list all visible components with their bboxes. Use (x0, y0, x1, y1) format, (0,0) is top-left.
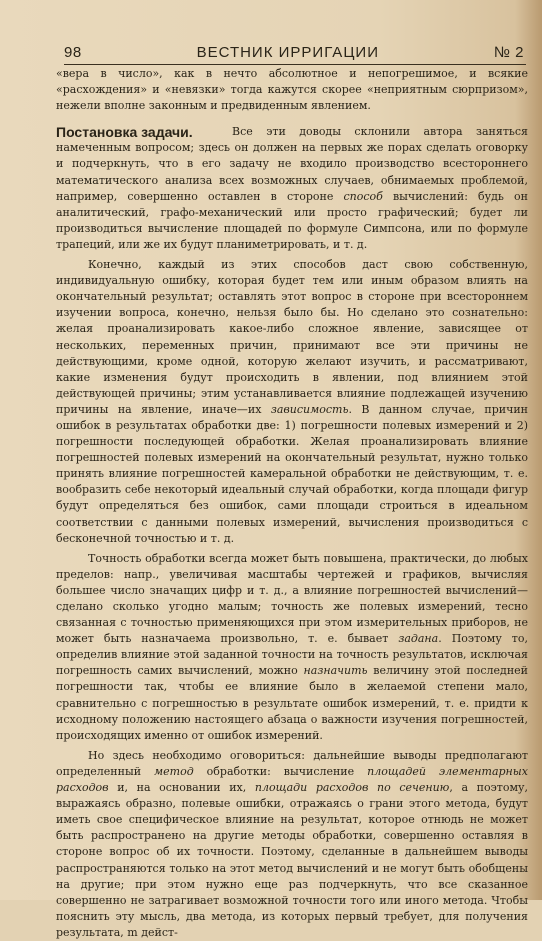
header-rule (64, 64, 526, 65)
paragraph-text: и, на основании их, (108, 781, 255, 795)
paragraph-text: величину этой последней погрешности так, чтобы ее влияние было в желаемой степени мало, сравнительно с погрешностью в результате ошибок измерений, т. е. придти к исходному положению настоящего абзаца о важности изучения погрешностей, происходящих именно от ошибок измерений. (56, 664, 528, 742)
page-header (64, 44, 524, 61)
paragraph-text: Конечно, каждый из этих способов даст свою собственную, индивидуальную ошибку, которая будет тем или иным образом влиять на окончательный результат; оставлять этот вопрос в стороне при всестороннем изучении вопроса, конечно, нельзя было бы. Но сделано это сознательно: желая проанализировать какое-либо сложное явление, зависящее от нескольких, переменных причин, принимают все эти причины не действующими, кроме одной, которую желают изучить, и рассматривают, какие изменения будут происходить в явлении, под влиянием этой действующей причины; этим устанавливается влияние подлежащей изучению причины на явление, иначе—их (56, 258, 528, 416)
emphasis-text: метод (154, 764, 194, 778)
emphasis-text: площади расходов по сечению (254, 781, 450, 795)
emphasis-text: назначить (303, 664, 368, 678)
issue-number: № 2 (493, 44, 524, 61)
emphasis-text: задана (398, 632, 439, 646)
journal-title: ВЕСТНИК ИРРИГАЦИИ (196, 44, 379, 61)
paragraph-text: «вера в число», как в нечто абсолютное и непогрешимое, и всякие «расхождения» и «невязки» тогда кажутся скорее «неприятным сюрпризом», нежели вполне законным и предвиденным явлением. (56, 67, 528, 113)
paragraph-text: Все эти доводы склонили автора заняться намеченным вопросом; здесь он должен на первых же порах сделать оговорку и подчеркнуть, что в его задачу не входило производство всестороннего математического анализа всех возможных случаев, обнимаемых проблемой, например, совершенно оставлен в стороне (56, 125, 528, 203)
paragraph-text: Точность обработки всегда может быть повышена, практически, до любых пределов: напр., увеличивая масштабы чертежей и графиков, вычисляя большее число значащих цифр и т. д., а влияние погрешностей вычислений—сделано сколько угодно малым; точность же полевых измерений, тесно связанная с точностью применяющихся при этом измерительных приборов, не может быть назначаема произвольно, т. е. бывает (56, 551, 528, 646)
emphasis-text: площадей элементарных расходов (56, 764, 528, 795)
paragraph-text: обработки: вычисление (193, 764, 368, 778)
page-number: 98 (64, 44, 82, 61)
paragraph-text: Но здесь необходимо оговориться: дальнейшие выводы предполагают определенный (56, 748, 528, 778)
paragraph-text: вычислений: будь он аналитический, графо-механический или просто графический; будет ли производиться вычисление площадей по формуле Симпсона, или по формуле трапеций, или же их будут планиметрировать, и т. д. (56, 189, 528, 251)
paragraph-text: , а поэтому, выражаясь образно, полевые ошибки, отражаясь о грани этого метода, будут иметь свое специфическое влияние на результат, которое отнюдь не может быть распространено на другие методы обработки, совершенно оставляя в стороне вопрос об их точности. Поэтому, сделанные в дальнейшем выводы распространяются только на этот метод вычислений и не могут быть обобщены на другие; при этом нужно еще раз подчеркнуть, что все сказанное совершенно не затрагивает возможной точности того или иного метода. Чтобы пояснить эту мысль, два метода, из которых первый требует, для получения результата, m дейст- (56, 781, 528, 939)
paragraph-intro (56, 66, 528, 114)
emphasis-text: способ (343, 189, 383, 203)
emphasis-text: зависимость (270, 402, 349, 416)
paragraph-text: . В данном случае, причин ошибок в результатах обработки две: 1) погрешности полевых измерений и 2) погрешности последующей обработки. Желая проанализировать влияние погрешностей полевых измерений на окончательный результат, нужно только принять влияние погрешностей камеральной обработки не действующим, т. е. вообразить себе некоторый идеальный случай обработки, когда площади фигур будут определяться без ошибок, сами площади строиться в идеальном соответствии с данными полевых измерений, вычисления производиться с бесконечной точностью и т. д. (56, 402, 529, 545)
paragraph-4 (56, 748, 528, 941)
article-body (56, 66, 528, 941)
section-heading: Постановка задачи. (56, 124, 193, 141)
paragraph-text: . Поэтому то, определив влияние этой заданной точности на точность результатов, исключая погрешность самих вычислений, можно (56, 632, 529, 678)
paragraph-3 (56, 551, 528, 744)
paragraph-2 (56, 257, 528, 547)
